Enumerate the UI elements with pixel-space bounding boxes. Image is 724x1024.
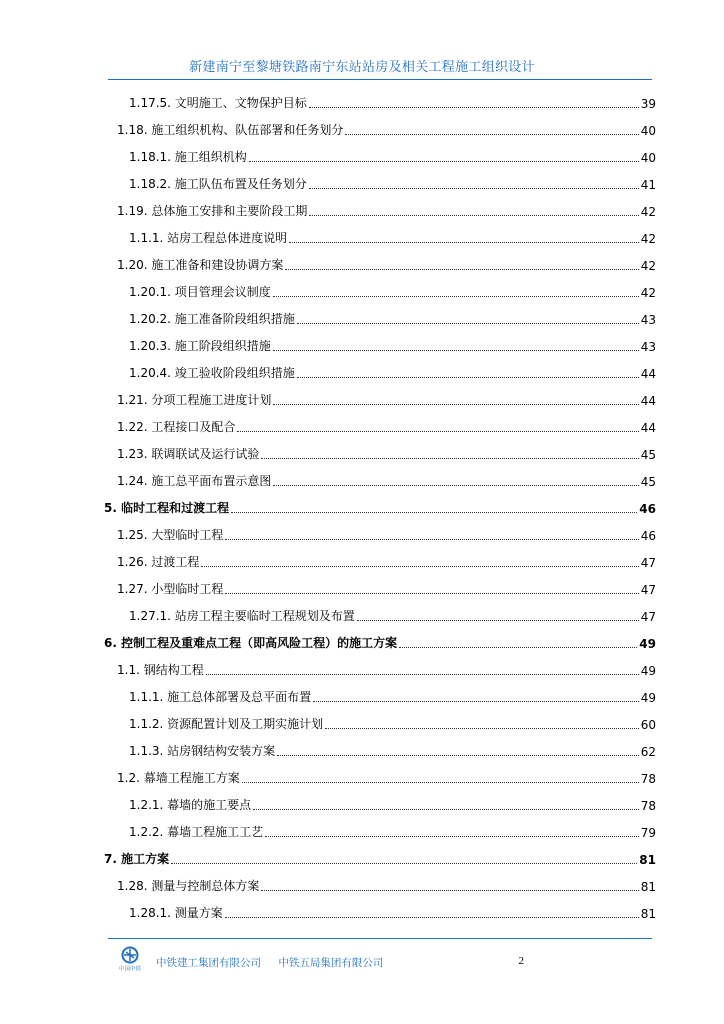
toc-entry[interactable]	[117, 463, 656, 489]
toc-entry-title: 1.18.1. 施工组织机构	[129, 150, 247, 164]
toc-entry-title: 1.20.1. 项目管理会议制度	[129, 285, 271, 299]
toc-entry-title: 1.18.2. 施工队伍布置及任务划分	[129, 177, 307, 191]
toc-dot-leader	[253, 797, 639, 810]
toc-dot-leader	[289, 230, 639, 243]
company-logo-icon	[116, 946, 144, 972]
toc-entry[interactable]	[129, 166, 656, 192]
toc-entry[interactable]	[104, 841, 656, 867]
toc-entry[interactable]	[117, 247, 656, 273]
toc-dot-leader	[325, 716, 639, 729]
toc-entry-page: 78	[640, 799, 656, 813]
toc-entry[interactable]	[117, 382, 656, 408]
logo-text: 中国中铁	[118, 966, 142, 972]
toc-entry[interactable]	[104, 490, 656, 516]
toc-entry-page: 40	[640, 124, 656, 138]
toc-entry-page: 81	[639, 853, 656, 867]
toc-dot-leader	[345, 122, 638, 135]
toc-entry-page: 47	[640, 583, 656, 597]
toc-dot-leader	[309, 176, 639, 189]
toc-dot-leader	[231, 500, 637, 513]
toc-entry[interactable]	[129, 895, 656, 921]
toc-entry-page: 44	[640, 394, 656, 408]
toc-dot-leader	[285, 257, 638, 270]
toc-entry-title: 1.1.1. 站房工程总体进度说明	[129, 231, 288, 245]
toc-entry-title: 1.28. 测量与控制总体方案	[117, 879, 260, 893]
toc-entry-page: 43	[640, 313, 656, 327]
toc-dot-leader	[225, 581, 638, 594]
toc-entry[interactable]	[117, 436, 656, 462]
toc-entry[interactable]	[117, 571, 656, 597]
toc-entry[interactable]	[129, 733, 656, 759]
toc-entry-page: 43	[640, 340, 656, 354]
toc-dot-leader	[313, 689, 639, 702]
toc-entry-title: 1.20. 施工准备和建设协调方案	[117, 258, 284, 272]
toc-entry[interactable]	[129, 139, 656, 165]
toc-entry-page: 47	[640, 556, 656, 570]
toc-entry[interactable]	[129, 598, 656, 624]
toc-entry-page: 42	[640, 205, 656, 219]
toc-entry[interactable]	[129, 787, 656, 813]
footer-companies	[156, 955, 397, 970]
toc-entry-title: 1.27.1. 站房工程主要临时工程规划及布置	[129, 609, 355, 623]
toc-dot-leader	[225, 905, 639, 918]
toc-dot-leader	[242, 770, 639, 783]
toc-entry-page: 78	[640, 772, 656, 786]
toc-entry[interactable]	[129, 274, 656, 300]
header-divider	[108, 79, 652, 80]
toc-entry-title: 1.20.2. 施工准备阶段组织措施	[129, 312, 295, 326]
toc-entry-page: 44	[640, 367, 656, 381]
footer-divider	[108, 938, 652, 939]
toc-dot-leader	[237, 419, 638, 432]
toc-entry[interactable]	[117, 760, 656, 786]
footer-company-1: 中铁建工集团有限公司	[156, 957, 261, 969]
toc-dot-leader	[261, 446, 638, 459]
toc-entry-title: 1.17.5. 文明施工、文物保护目标	[129, 96, 307, 110]
toc-dot-leader	[399, 635, 637, 648]
toc-dot-leader	[171, 851, 637, 864]
toc-entry[interactable]	[117, 652, 656, 678]
toc-dot-leader	[273, 284, 639, 297]
toc-entry-page: 81	[640, 907, 656, 921]
toc-dot-leader	[273, 392, 638, 405]
toc-entry-title: 1.21. 分项工程施工进度计划	[117, 393, 272, 407]
toc-entry-title: 7. 施工方案	[104, 852, 170, 866]
toc-entry-title: 1.27. 小型临时工程	[117, 582, 224, 596]
toc-entry[interactable]	[129, 328, 656, 354]
toc-dot-leader	[249, 149, 639, 162]
toc-dot-leader	[297, 365, 639, 378]
toc-entry-page: 60	[640, 718, 656, 732]
toc-dot-leader	[225, 527, 638, 540]
toc-entry-page: 81	[640, 880, 656, 894]
toc-entry-title: 6. 控制工程及重难点工程（即高风险工程）的施工方案	[104, 636, 398, 650]
toc-entry[interactable]	[117, 517, 656, 543]
toc-entry-title: 1.24. 施工总平面布置示意图	[117, 474, 272, 488]
toc-entry[interactable]	[129, 679, 656, 705]
toc-entry-title: 1.1.1. 施工总体部署及总平面布置	[129, 690, 312, 704]
toc-dot-leader	[357, 608, 639, 621]
page-header-title: 新建南宁至黎塘铁路南宁东站站房及相关工程施工组织设计	[189, 60, 535, 75]
toc-entry-page: 45	[640, 448, 656, 462]
toc-dot-leader	[309, 203, 638, 216]
toc-entry[interactable]	[104, 625, 656, 651]
toc-entry-title: 1.18. 施工组织机构、队伍部署和任务划分	[117, 123, 344, 137]
toc-entry-title: 1.2. 幕墙工程施工方案	[117, 771, 240, 785]
toc-entry[interactable]	[129, 301, 656, 327]
toc-entry-title: 1.22. 工程接口及配合	[117, 420, 236, 434]
toc-dot-leader	[261, 878, 638, 891]
toc-entry-title: 1.26. 过渡工程	[117, 555, 200, 569]
toc-entry-page: 40	[640, 151, 656, 165]
toc-dot-leader	[273, 338, 639, 351]
toc-entry-page: 42	[640, 259, 656, 273]
toc-entry[interactable]	[117, 868, 656, 894]
toc-entry-page: 44	[640, 421, 656, 435]
toc-entry-title: 1.23. 联调联试及运行试验	[117, 447, 260, 461]
toc-entry-page: 46	[640, 529, 656, 543]
toc-entry-page: 39	[640, 97, 656, 111]
toc-dot-leader	[201, 554, 638, 567]
toc-entry[interactable]	[117, 193, 656, 219]
toc-entry-page: 45	[640, 475, 656, 489]
toc-entry-title: 1.1.3. 站房钢结构安装方案	[129, 744, 276, 758]
page-number: 2	[518, 955, 524, 967]
toc-entry-title: 1.20.4. 竣工验收阶段组织措施	[129, 366, 295, 380]
toc-entry[interactable]	[117, 544, 656, 570]
footer-company-2: 中铁五局集团有限公司	[278, 957, 384, 969]
toc-dot-leader	[265, 824, 639, 837]
toc-entry-title: 1.28.1. 测量方案	[129, 906, 223, 920]
toc-dot-leader	[206, 662, 639, 675]
toc-entry-page: 49	[640, 664, 656, 678]
toc-entry-page: 41	[640, 178, 656, 192]
toc-entry[interactable]	[129, 220, 656, 246]
toc-entry-title: 1.20.3. 施工阶段组织措施	[129, 339, 271, 353]
toc-entry-title: 1.1. 钢结构工程	[117, 663, 204, 677]
toc-entry[interactable]	[129, 814, 656, 840]
toc-entry[interactable]	[117, 112, 656, 138]
toc-entry-title: 1.2.2. 幕墙工程施工工艺	[129, 825, 264, 839]
toc-entry-page: 42	[640, 286, 656, 300]
page-footer	[108, 946, 652, 972]
toc-dot-leader	[297, 311, 639, 324]
toc-dot-leader	[277, 743, 639, 756]
toc-entry-title: 1.25. 大型临时工程	[117, 528, 224, 542]
toc-entry-page: 49	[639, 637, 656, 651]
toc-entry[interactable]	[129, 85, 656, 111]
toc-entry-page: 42	[640, 232, 656, 246]
toc-dot-leader	[309, 95, 639, 108]
toc-entry[interactable]	[129, 706, 656, 732]
toc-entry[interactable]	[117, 409, 656, 435]
toc-entry-page: 49	[640, 691, 656, 705]
toc-entry-title: 1.2.1. 幕墙的施工要点	[129, 798, 252, 812]
toc-entry[interactable]	[129, 355, 656, 381]
toc-entry-page: 79	[640, 826, 656, 840]
toc-entry-title: 1.1.2. 资源配置计划及工期实施计划	[129, 717, 324, 731]
toc-dot-leader	[273, 473, 638, 486]
toc-entry-page: 46	[639, 502, 656, 516]
toc-entry-title: 5. 临时工程和过渡工程	[104, 501, 230, 515]
toc-entry-page: 47	[640, 610, 656, 624]
toc-entry-title: 1.19. 总体施工安排和主要阶段工期	[117, 204, 308, 218]
toc-entry-page: 62	[640, 745, 656, 759]
